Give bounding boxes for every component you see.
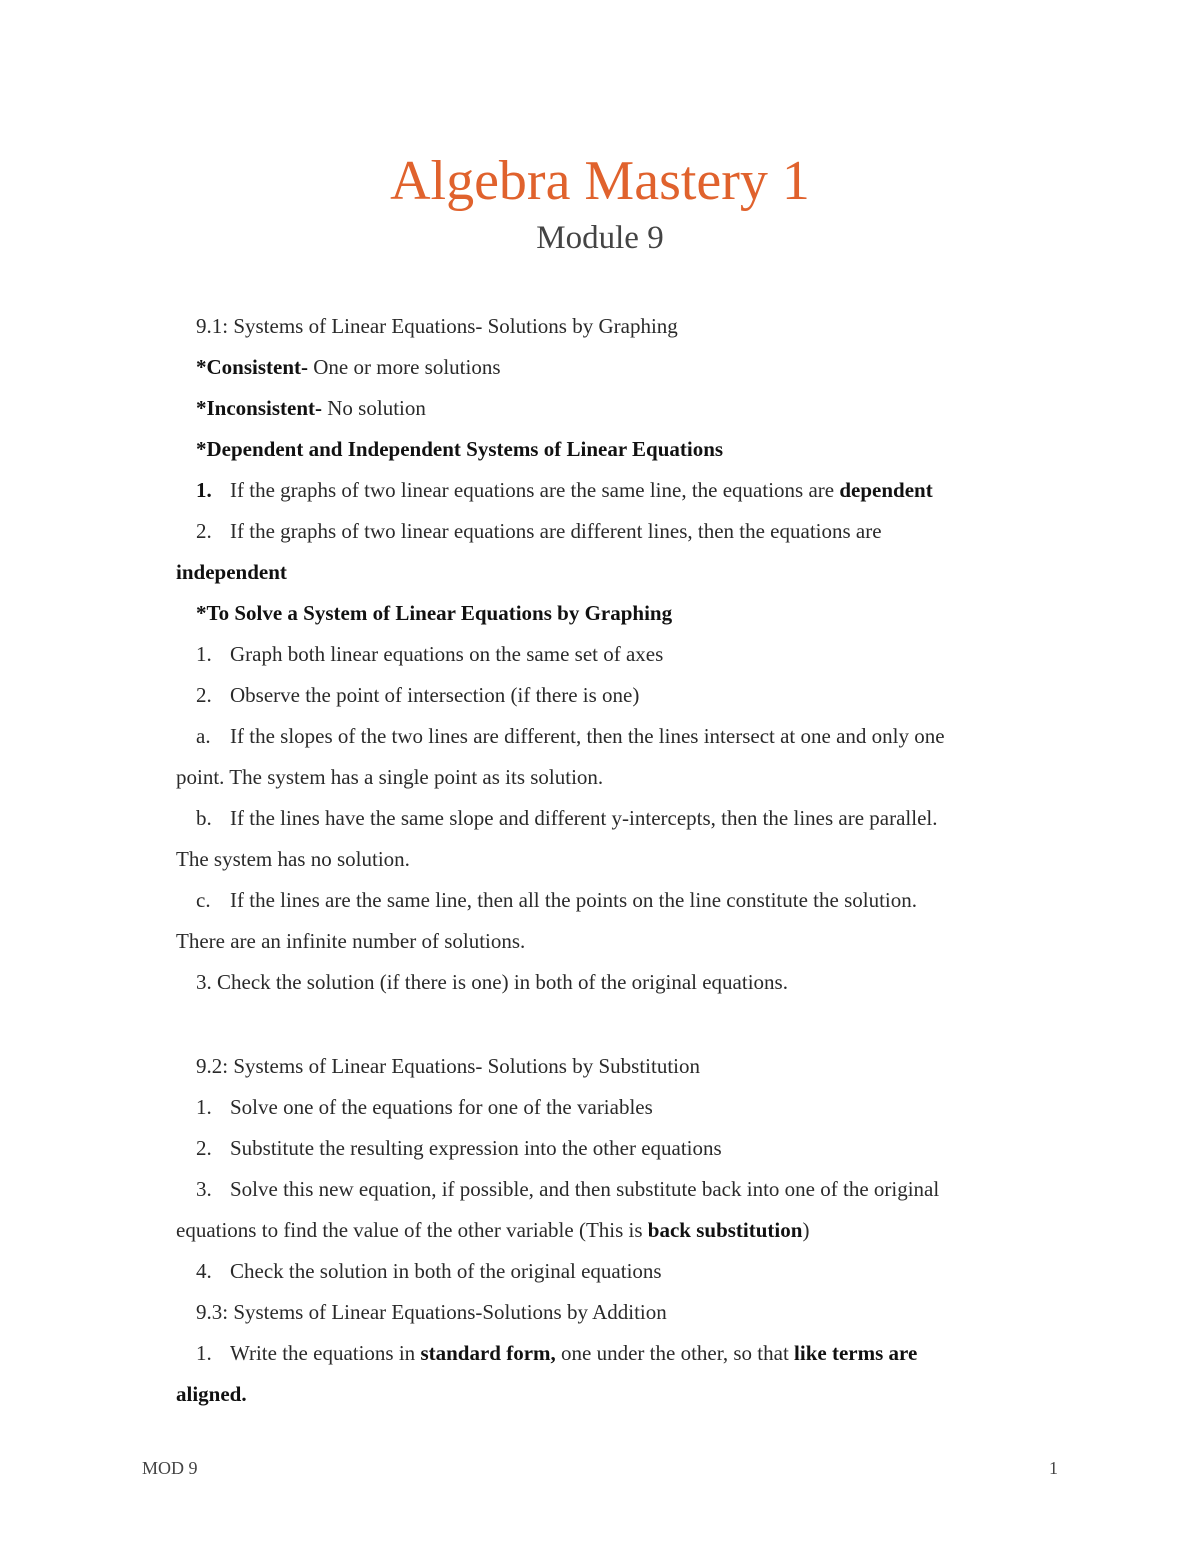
substitution-step-3-cont: [176, 1216, 809, 1244]
dependent-item-2: [196, 517, 882, 545]
list-number: 1.: [196, 1095, 212, 1119]
list-text: If the graphs of two linear equations are different lines, then the equations are: [230, 519, 882, 543]
dependent-heading: *Dependent and Independent Systems of Linear Equations: [196, 437, 724, 461]
graph-step-3: 3. Check the solution (if there is one) in both of the original equations.: [196, 970, 788, 994]
substitution-step-3: [196, 1175, 939, 1203]
list-number: 2.: [196, 519, 212, 543]
substitution-step-4: [196, 1257, 662, 1285]
consistent-definition: [196, 353, 501, 381]
section-9-2-heading: 9.2: Systems of Linear Equations- Solutions by Substitution: [196, 1054, 700, 1078]
list-number: 2.: [196, 1136, 212, 1160]
graph-step-b: [196, 804, 938, 832]
list-letter: a.: [196, 724, 211, 748]
graph-step-c-cont: There are an infinite number of solutions.: [176, 929, 526, 953]
graph-step-b-cont: The system has no solution.: [176, 847, 410, 871]
list-text: equations to find the value of the other variable (This is: [176, 1218, 648, 1242]
page-number: 1: [1049, 1458, 1058, 1478]
list-text: Observe the point of intersection (if there is one): [230, 683, 640, 707]
addition-step-1: [196, 1339, 917, 1367]
section-9-3-heading: 9.3: Systems of Linear Equations-Solutions by Addition: [196, 1300, 667, 1324]
list-text: one under the other, so that: [555, 1341, 795, 1365]
inconsistent-term: *Inconsistent-: [196, 396, 323, 420]
graph-step-1: [196, 640, 663, 668]
list-number: 1.: [196, 478, 212, 502]
substitution-step-2: [196, 1134, 722, 1162]
graph-step-a-cont: point. The system has a single point as its solution.: [176, 765, 604, 789]
graph-step-a: [196, 722, 945, 750]
list-text: If the slopes of the two lines are different, then the lines intersect at one and only one: [230, 724, 945, 748]
list-letter: c.: [196, 888, 211, 912]
list-letter: b.: [196, 806, 212, 830]
back-substitution-term: back substitution: [647, 1218, 803, 1242]
dependent-item-1: [196, 476, 933, 504]
consistent-def: One or more solutions: [308, 355, 501, 379]
list-text: Graph both linear equations on the same set of axes: [230, 642, 664, 666]
graph-step-c: [196, 886, 917, 914]
list-number: 2.: [196, 683, 212, 707]
list-text: If the lines have the same slope and different y-intercepts, then the lines are parallel.: [230, 806, 938, 830]
graph-step-2: [196, 681, 639, 709]
solve-graphing-heading: *To Solve a System of Linear Equations by Graphing: [196, 601, 673, 625]
section-9-1-heading: 9.1: Systems of Linear Equations- Solutions by Graphing: [196, 314, 678, 338]
page-title: Algebra Mastery 1: [390, 150, 810, 212]
standard-form-term: standard form,: [420, 1341, 556, 1365]
dependent-term: dependent: [839, 478, 933, 502]
list-text: If the graphs of two linear equations are the same line, the equations are: [230, 478, 840, 502]
inconsistent-def: No solution: [322, 396, 426, 420]
list-text: If the lines are the same line, then all the points on the line constitute the solution.: [230, 888, 918, 912]
addition-step-1-cont: aligned.: [176, 1382, 247, 1406]
list-number: 3.: [196, 1177, 212, 1201]
list-text: Solve this new equation, if possible, and then substitute back into one of the original: [230, 1177, 940, 1201]
list-number: 1.: [196, 1341, 212, 1365]
like-terms-term: like terms are: [794, 1341, 918, 1365]
inconsistent-definition: [196, 394, 426, 422]
footer-module-label: MOD 9: [142, 1458, 198, 1478]
independent-term: independent: [176, 560, 287, 584]
list-text: Solve one of the equations for one of the variables: [230, 1095, 653, 1119]
list-text: Check the solution in both of the original equations: [230, 1259, 662, 1283]
list-number: 4.: [196, 1259, 212, 1283]
consistent-term: *Consistent-: [196, 355, 309, 379]
list-text: Write the equations in: [230, 1341, 421, 1365]
list-text: ): [802, 1218, 810, 1242]
list-number: 1.: [196, 642, 212, 666]
list-text: Substitute the resulting expression into the other equations: [230, 1136, 722, 1160]
page-subtitle: Module 9: [536, 220, 664, 256]
substitution-step-1: [196, 1093, 653, 1121]
